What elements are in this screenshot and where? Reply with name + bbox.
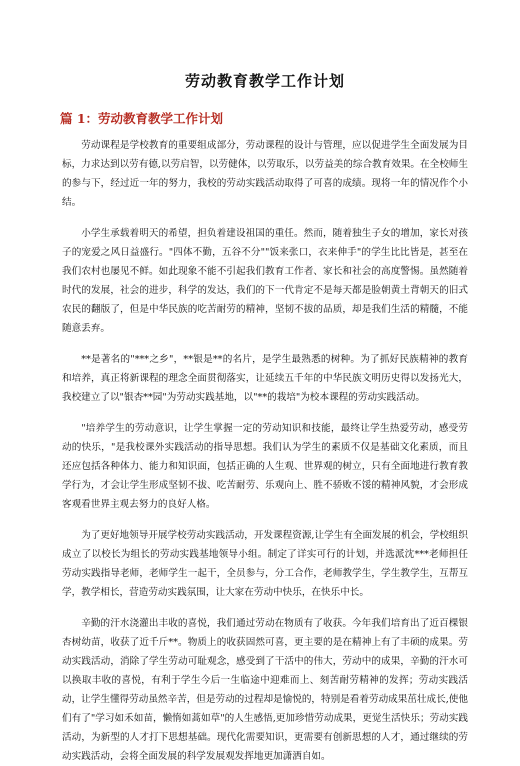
paragraph-3: **是著名的"***之乡"，**银是**的名片，是学生最熟悉的树种。为了抓好民族精神的教育和培养，真正将新课程的理念全面贯彻落实，让延续五千年的中华民族文明历史得以发扬光大，我校建立了以"银杏**园"为劳动实践基地，以"**的栽培"为校本课程的劳动实践活动。 (62, 354, 468, 403)
paragraph-2: 小学生承载着明天的希望，担负着建设祖国的重任。然而，随着独生子女的增加，家长对孩子的宠爱之风日益盛行。"四体不勤，五谷不分""饭来张口，衣来伸手"的学生比比皆是，甚至在我们农村也屡见不鲜。如此现象不能不引起我们教育工作者、家长和社会的高度警惕。虽然随着时代的发展，社会的进步，科学的发达，我们的下一代肯定不是每天都是脸朝黄土背朝天的旧式农民的翻版了，但是中华民族的吃苦耐劳的精神，坚韧不拔的品质，却是我们生活的精髓，不能随意丢弃。 (62, 228, 468, 334)
document-title: 劳动教育教学工作计划 (184, 72, 345, 90)
paragraph-4: "培养学生的劳动意识，让学生掌握一定的劳动知识和技能，最终让学生热爱劳动，感受劳动的快乐，"是我校课外实践活动的指导思想。我们认为学生的素质不仅是基础文化素质，而且还应包括各种体力、能力和知识面，包括正确的人生观、世界观的树立，只有全面地进行教育教学行为，才会让学生形成坚韧不拔、吃苦耐劳、乐观向上、胜不骄败不馁的精神风貌，才会形成客观看世界主观去努力的良好人格。 (62, 423, 468, 510)
paragraph-6: 辛勤的汗水浇灌出丰收的喜悦，我们通过劳动在物质有了收获。今年我们培育出了近百棵银杏树幼苗，收获了近千斤**。物质上的收获固然可喜，更主要的是在精神上有了丰硕的成果。劳动实践活动，消除了学生劳动可耻观念，感受到了干活中的伟大，劳动中的成果，辛勤的汗水可以换取丰收的喜悦，有利于学生今后一生临途中迎难而上、刻苦耐劳精神的发挥；劳动实践活动，让学生懂得劳动虽然辛苦，但是劳动的过程却是愉悦的，特别是看着劳动成果茁壮成长,使他们有了"学习如禾如苗，懒惰如蒿如草"的人生感悟,更加珍惜劳动成果，更觉生活快乐；劳动实践活动，为新型的人才打下思想基础。现代化需要知识，更需要有创新思想的人才，通过继续的劳动实践活动，会将全面发展的科学发展观发挥地更加潇洒自如。 (62, 618, 468, 762)
paragraph-5: 为了更好地领导开展学校劳动实践活动，开发课程资源,让学生有全面发展的机会，学校组织成立了以校长为组长的劳动实践基地领导小组。制定了详实可行的计划，并选派沈***老师担任劳动实践指导老师，老师学生一起干，全员参与，分工合作，老师教学生，学生教学生，互帮互学，教学相长，营造劳动实践氛围，让大家在劳动中快乐，在快乐中长。 (62, 530, 468, 598)
paragraph-1: 劳动课程是学校教育的重要组成部分，劳动课程的设计与管理，应以促进学生全面发展为目标，力求达到以劳有德,以劳启智，以劳健体，以劳取乐，以劳益美的综合教育效果。在全校师生的参与下，经过近一年的努力，我校的劳动实践活动取得了可喜的成绩。现将一年的情况作个小结。 (62, 140, 468, 208)
section-heading: 篇 1：劳动教育教学工作计划 (60, 111, 224, 126)
